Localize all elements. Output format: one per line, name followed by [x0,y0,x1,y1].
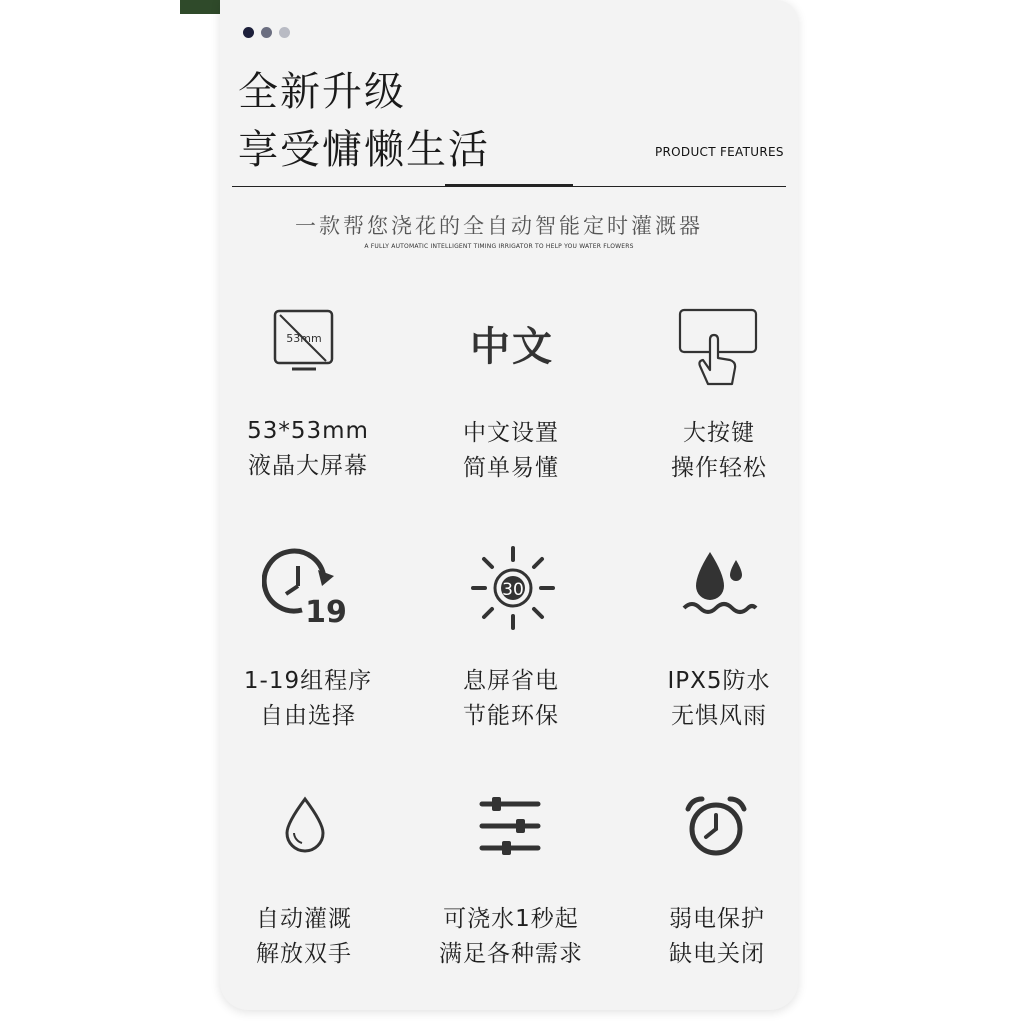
feature-line1: 息屏省电 [463,668,559,694]
feature-line2: 液晶大屏幕 [248,453,368,479]
sliders-icon [478,796,542,856]
feature-line1: IPX5防水 [667,668,771,694]
dot-2 [261,27,272,38]
feature-line2: 解放双手 [256,941,352,967]
program-count-text: 19 [305,595,347,628]
subtitle-chinese: 一款帮您浇花的全自动智能定时灌溉器 [295,214,703,238]
water-drop-icon [280,795,330,855]
feature-line1: 1-19组程序 [243,668,373,694]
timeout-text: 30 [502,580,524,600]
feature-label-button [619,416,819,486]
subtitle-english: A FULLY AUTOMATIC INTELLIGENT TIMING IRRIGATOR TO HELP YOU WATER FLOWERS [364,243,634,250]
feature-line1: 自动灌溉 [256,906,352,932]
feature-line1: 中文设置 [463,420,559,446]
feature-label-low-battery [617,902,817,972]
feature-line2: 无惧风雨 [671,703,767,729]
feature-line2: 简单易懂 [463,455,559,481]
feature-line1: 大按键 [683,420,755,446]
headline-line-2: 享受慵懒生活 [238,127,490,173]
clock-19-icon [262,548,352,628]
feature-label-power-save [411,664,611,734]
feature-label-programs [208,664,408,734]
sun-30-icon [470,545,556,631]
divider-accent [445,184,573,187]
feature-line2: 操作轻松 [671,455,767,481]
feature-label-auto-irrigation [204,902,404,972]
lcd-screen-icon [270,305,340,380]
feature-line1: 53*53mm [247,418,369,444]
feature-label-chinese [411,416,611,486]
alarm-clock-icon [684,795,748,859]
lcd-size-text: 53mm [286,332,322,345]
feature-line2: 满足各种需求 [439,941,583,967]
feature-line2: 自由选择 [260,703,356,729]
chinese-text-icon: 中文 [470,324,554,370]
headline-line-1: 全新升级 [238,69,406,115]
product-features-label: PRODUCT FEATURES [655,145,784,159]
feature-label-watering-duration [411,902,611,972]
feature-line1: 可浇水1秒起 [443,906,579,932]
feature-line2: 节能环保 [463,703,559,729]
feature-line2: 缺电关闭 [669,941,765,967]
water-drops-icon [680,548,758,626]
page-dots [243,27,290,38]
touch-button-icon [676,306,760,390]
feature-line1: 弱电保护 [669,906,765,932]
feature-label-lcd [208,414,408,484]
dot-3 [279,27,290,38]
dot-1 [243,27,254,38]
feature-label-waterproof [619,664,819,734]
